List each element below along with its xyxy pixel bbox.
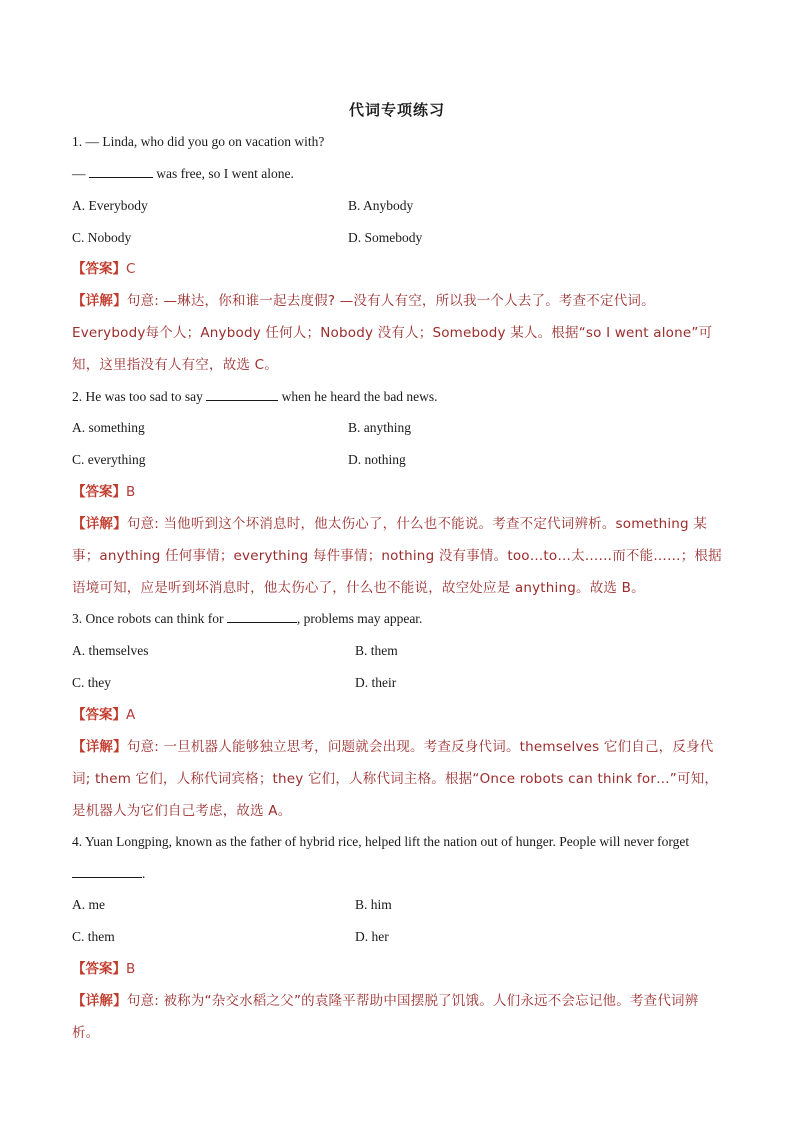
question-1-option-b: B. Anybody bbox=[348, 198, 414, 213]
question-4-option-c: C. them bbox=[72, 929, 115, 944]
detail-text: 句意: 当他听到这个坏消息时，他太伤心了，什么也不能说。考查不定代词辨析。something 某事；anything 任何事情；everything 每件事情；nothing 没有事情。too…to…太……而不能……；根据语境可知，应是听到坏消息时，他太伤心了，什么也不能说，故空处应是 anything。故选 B。 bbox=[72, 516, 722, 596]
question-3-option-c: C. they bbox=[72, 675, 111, 690]
question-3-option-a: A. themselves bbox=[72, 643, 149, 658]
detail-tag: 【详解】 bbox=[72, 293, 127, 309]
question-2-stem-prefix: 2. He was too sad to say bbox=[72, 389, 207, 404]
question-2-option-a: A. something bbox=[72, 420, 145, 435]
question-1-option-c: C. Nobody bbox=[72, 230, 132, 245]
question-2-stem-suffix: when he heard the bad news. bbox=[278, 389, 438, 404]
answer-blank bbox=[206, 387, 278, 401]
answer-tag: 【答案】 bbox=[72, 261, 126, 277]
answer-value: A bbox=[126, 707, 136, 723]
question-3-option-d: D. their bbox=[355, 675, 397, 690]
question-1-dash: — bbox=[72, 166, 89, 181]
question-1-option-a: A. Everybody bbox=[72, 198, 148, 213]
answer-tag: 【答案】 bbox=[72, 707, 126, 723]
question-2-option-c: C. everything bbox=[72, 452, 146, 467]
answer-value: C bbox=[126, 261, 136, 277]
question-1-answer bbox=[72, 259, 135, 279]
question-3-stem-suffix: , problems may appear. bbox=[296, 611, 423, 626]
question-2-option-d: D. nothing bbox=[348, 452, 406, 467]
question-4-stem-suffix: . bbox=[142, 866, 146, 881]
question-1-option-d: D. Somebody bbox=[348, 230, 423, 245]
question-4-detail bbox=[72, 985, 724, 1049]
detail-text: 句意: 被称为“杂交水稻之父”的袁隆平帮助中国摆脱了饥饿。人们永远不会忘记他。考查代词辨析。 bbox=[72, 993, 699, 1041]
question-4-option-b: B. him bbox=[355, 897, 392, 912]
detail-text: 句意: 一旦机器人能够独立思考，问题就会出现。考查反身代词。themselves 它们自己，反身代词; them 它们，人称代词宾格；they 它们，人称代词主格。根据“Once robots can think for…”可知，是机器人为它们自己考虑，故选 A。 bbox=[72, 739, 719, 819]
page-title: 代词专项练习 bbox=[348, 101, 445, 119]
question-2-stem bbox=[72, 387, 438, 407]
question-1-detail bbox=[72, 285, 724, 381]
detail-tag: 【详解】 bbox=[72, 739, 127, 755]
question-2-option-b: B. anything bbox=[348, 420, 411, 435]
answer-tag: 【答案】 bbox=[72, 484, 126, 500]
answer-value: B bbox=[126, 484, 136, 500]
question-3-stem-prefix: 3. Once robots can think for bbox=[72, 611, 227, 626]
answer-blank bbox=[72, 864, 142, 878]
question-4-option-d: D. her bbox=[355, 929, 389, 944]
question-3-stem bbox=[72, 609, 422, 629]
question-1-stem-line2 bbox=[72, 164, 294, 184]
question-4-stem-line1: 4. Yuan Longping, known as the father of hybrid rice, helped lift the nation out of hunger. People will never forget bbox=[72, 834, 690, 849]
detail-tag: 【详解】 bbox=[72, 516, 127, 532]
question-4-answer bbox=[72, 959, 135, 979]
question-3-detail bbox=[72, 731, 724, 827]
answer-tag: 【答案】 bbox=[72, 961, 126, 977]
detail-tag: 【详解】 bbox=[72, 993, 127, 1009]
question-1-stem-line1: 1. — Linda, who did you go on vacation with? bbox=[72, 134, 325, 149]
question-3-answer bbox=[72, 705, 135, 725]
detail-text: 句意: —琳达，你和谁一起去度假? —没有人有空，所以我一个人去了。考查不定代词。Everybody每个人；Anybody 任何人；Nobody 没有人；Somebody 某人。根据“so I went alone”可知，这里指没有人有空，故选 C。 bbox=[72, 293, 713, 373]
answer-blank bbox=[89, 164, 153, 178]
answer-value: B bbox=[126, 961, 136, 977]
question-1-stem-suffix: was free, so I went alone. bbox=[152, 166, 294, 181]
question-2-answer bbox=[72, 482, 135, 502]
question-2-detail bbox=[72, 508, 724, 604]
question-3-option-b: B. them bbox=[355, 643, 398, 658]
question-4-option-a: A. me bbox=[72, 897, 105, 912]
answer-blank bbox=[227, 609, 297, 623]
question-4-stem-line2 bbox=[72, 864, 145, 884]
